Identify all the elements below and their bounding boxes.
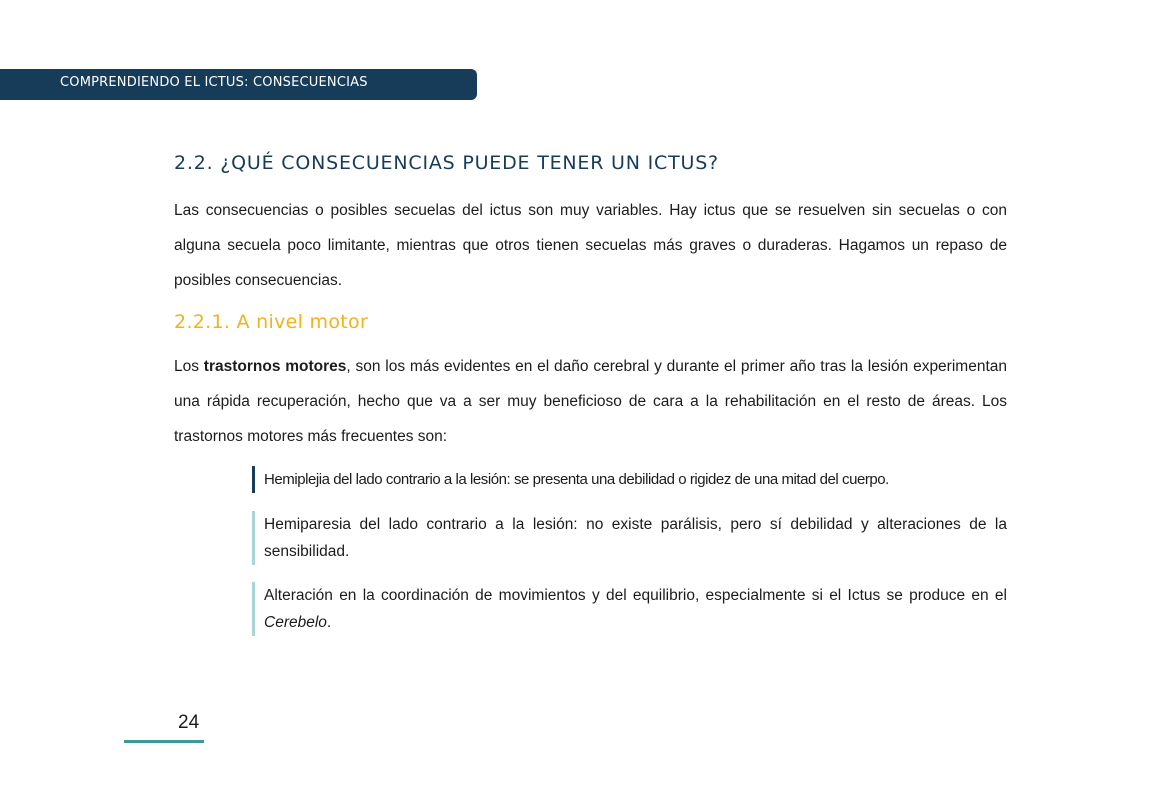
list-item-coordinacion-text: Alteración en la coordinación de movimientos y del equilibrio, especialmente si el Ictus se produce en el [264,587,1007,604]
list-item-hemiplejia: Hemiplejia del lado contrario a la lesión: se presenta una debilidad o rigidez de una mitad del cuerpo. [252,466,1007,493]
subsection-paragraph [174,349,1007,454]
running-header-title: COMPRENDIENDO EL ICTUS: CONSECUENCIAS [60,75,368,90]
subsection-title: 2.2.1. A nivel motor [174,311,369,333]
section-paragraph: Las consecuencias o posibles secuelas del ictus son muy variables. Hay ictus que se resuelven sin secuelas o con alguna secuela poco limitante, mientras que otros tienen secuelas más graves o duraderas. Hagamos un repaso de posibles consecuencias. [174,202,1007,289]
list-item-coordinacion-italic: Cerebelo [264,614,327,631]
page-number: 24 [178,712,200,733]
section-title: 2.2. ¿QUÉ CONSECUENCIAS PUEDE TENER UN ICTUS? [174,152,719,174]
list-item-coordinacion-end: . [326,614,332,631]
list-item-hemiparesia: Hemiparesia del lado contrario a la lesión: no existe parálisis, pero sí debilidad y alteraciones de la sensibilidad. [252,511,1007,565]
list-item-coordinacion [252,582,1007,636]
page-number-underline [124,740,204,743]
subsection-paragraph-start: Los [174,358,204,375]
subsection-paragraph-bold: trastornos motores [203,358,347,375]
subsection-paragraph-end: , son los más evidentes en el daño cerebral y durante el primer año tras la lesión experimentan una rápida recuperación, hecho que va a ser muy beneficioso de cara a la rehabilitación en el resto de áreas. Los trastornos motores más frecuentes son: [174,358,1007,445]
